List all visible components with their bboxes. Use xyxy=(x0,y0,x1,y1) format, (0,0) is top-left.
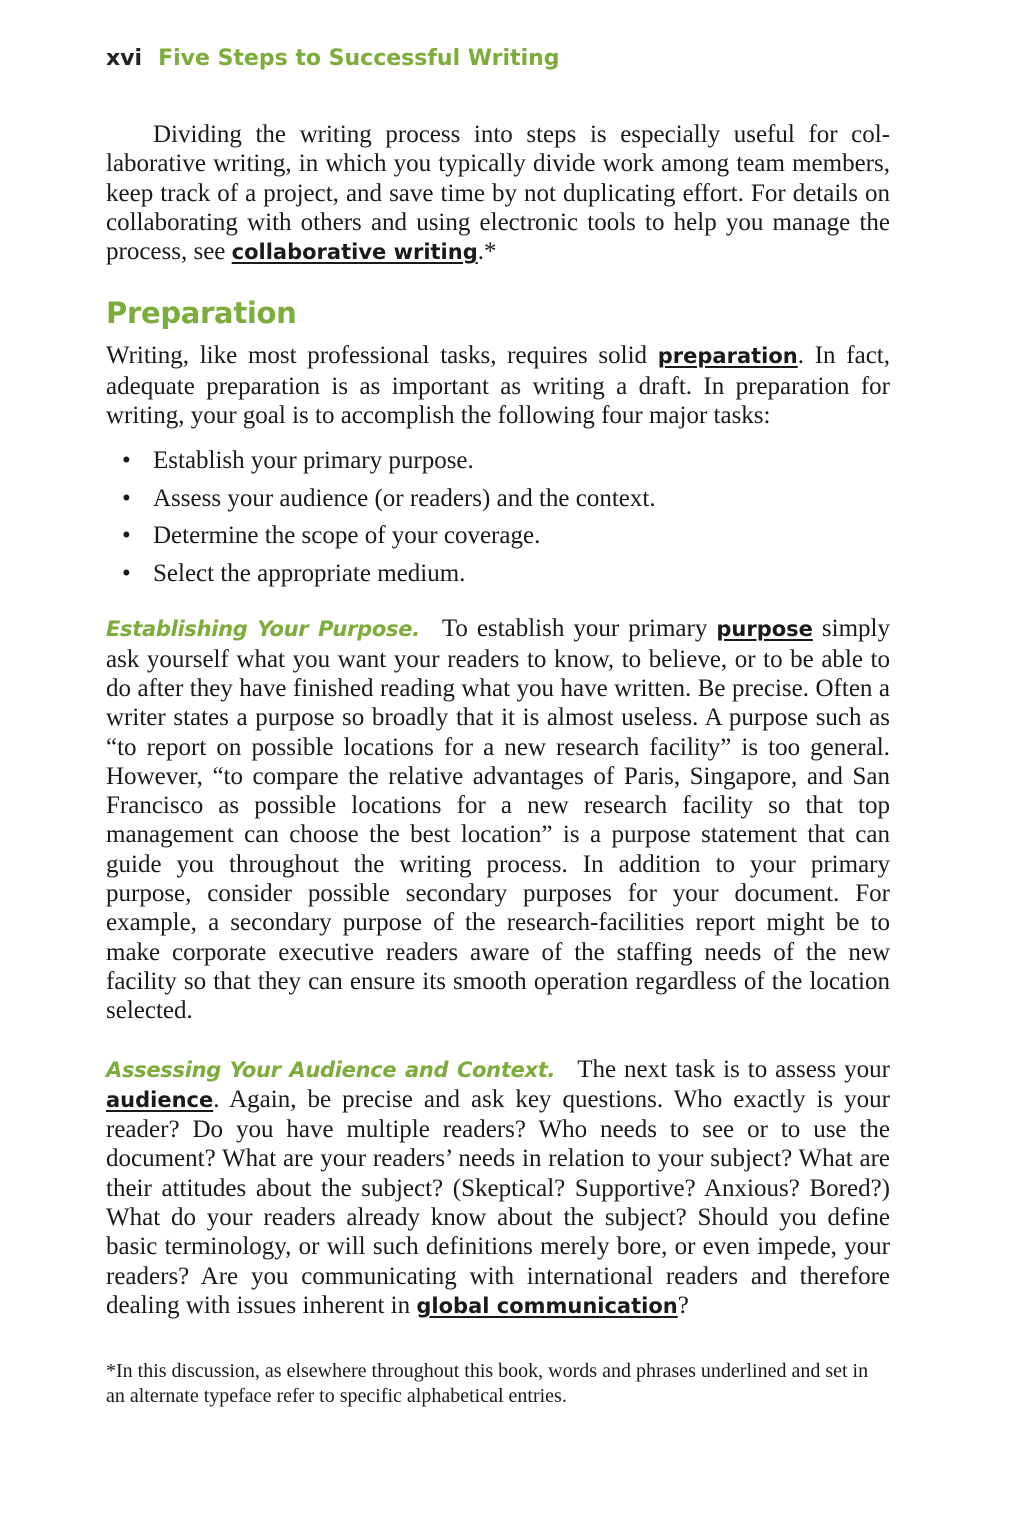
list-item xyxy=(106,446,890,484)
bullet-icon: • xyxy=(122,522,131,550)
preparation-heading: Preparation xyxy=(106,296,297,331)
task-list xyxy=(106,446,890,596)
list-item xyxy=(106,484,890,522)
preparation-paragraph xyxy=(106,341,890,430)
book-page xyxy=(106,44,890,1408)
audience-text-middle: . Again, be precise and ask key questions. Who exactly is your reader? Do you have multiple readers? Who needs to see or to use the document? What are your readers’ needs in relation to your subject? What are their attitudes about the subject? (Skeptical? Supportive? Anxious? Bored?) What do your readers already know about the subject? Should you define basic terminology, or will such definitions merely bore, or even impede, your readers? Are you communicating with international readers and therefore dealing with issues inherent in xyxy=(106,1085,890,1319)
preparation-text-end: . In fact, adequate preparation is as important as writing a draft. In preparation for writing, your goal is to accomplish the following four major tasks: xyxy=(106,342,890,430)
intro-text-end: .* xyxy=(477,238,497,266)
running-head xyxy=(106,44,890,74)
bullet-icon: • xyxy=(122,484,131,512)
audience-paragraph xyxy=(106,1055,890,1322)
bullet-icon: • xyxy=(122,447,131,475)
preparation-link[interactable]: preparation xyxy=(657,344,798,369)
purpose-text: To establish your primary xyxy=(441,615,717,643)
bullet-icon: • xyxy=(122,559,131,587)
task-text: Establish your primary purpose. xyxy=(153,447,474,475)
audience-text-end: ? xyxy=(677,1291,689,1319)
purpose-paragraph xyxy=(106,614,890,1025)
task-text: Determine the scope of your coverage. xyxy=(153,522,541,550)
purpose-text-end: simply ask yourself what you want your readers to know, to believe, or to be able to do after they have finished reading what you have written. Be precise. Often a writer states a purpose so broadly that it is almost useless. A purpose such as “to report on possible locations for a new research facility” is too general. However, “to compare the relative advantages of Paris, Singapore, and San Francisco as possible locations for a new research facility so that top management can choose the best location” is a purpose statement that can guide you throughout the writing process. In addition to your primary purpose, consider possible secondary purposes for your document. For example, a secondary purpose of the research-facilities report might be to make corporate executive readers aware of the staffing needs of the new facility so that they can ensure its smooth operation regardless of the location selected. xyxy=(106,615,890,1025)
footnote: *In this discussion, as elsewhere throughout this book, words and phrases underlined and set in an alternate typeface refer to specific alphabetical entries. xyxy=(106,1360,869,1407)
global-communication-link[interactable]: global communication xyxy=(416,1293,678,1318)
book-title: Five Steps to Successful Writing xyxy=(158,46,560,71)
list-item xyxy=(106,559,890,597)
audience-link[interactable]: audience xyxy=(106,1087,214,1112)
audience-run-in-heading: Assessing Your Audience and Context. xyxy=(106,1057,556,1082)
task-text: Select the appropriate medium. xyxy=(153,559,466,587)
collaborative-writing-link[interactable]: collaborative writing xyxy=(231,240,478,265)
purpose-link[interactable]: purpose xyxy=(716,617,813,642)
audience-text: The next task is to assess your xyxy=(577,1055,890,1083)
preparation-text: Writing, like most professional tasks, requires solid xyxy=(106,342,658,370)
intro-paragraph xyxy=(106,120,890,267)
intro-text: Dividing the writing process into steps is especially useful for collaborative writing, in which you typically divide work among team members, keep track of a project, and save time by not duplicating effort. For details on collaborating with others and using electronic tools to help you manage the process, see xyxy=(106,121,890,266)
purpose-run-in-heading: Establishing Your Purpose. xyxy=(106,617,420,642)
task-text: Assess your audience (or readers) and the context. xyxy=(153,484,656,512)
list-item xyxy=(106,521,890,559)
page-number: xvi xyxy=(106,46,143,71)
